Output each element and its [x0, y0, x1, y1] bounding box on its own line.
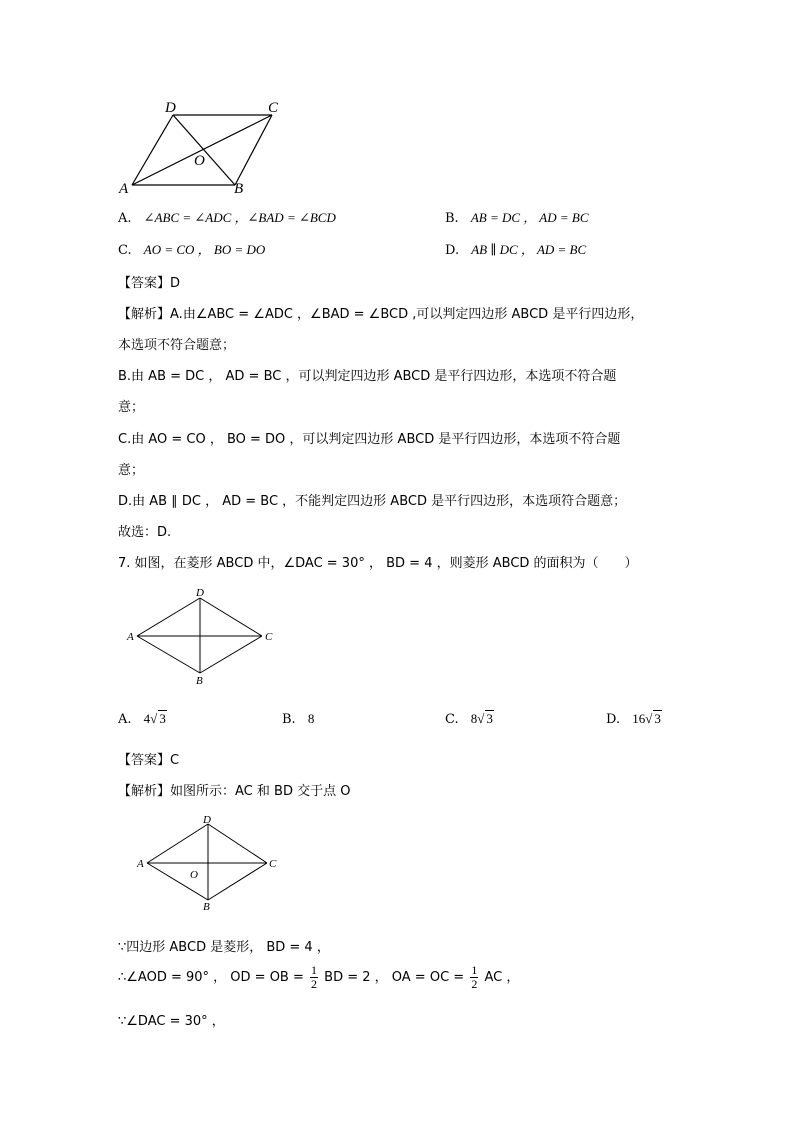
- side-ad: [137, 598, 200, 636]
- vertex-label-a: A: [127, 631, 134, 643]
- analysis-text: A.由∠ABC = ∠ADC ，∠BAD = ∠BCD ,可以判定四边形 ABCD 是平行四边形，: [170, 307, 644, 322]
- q7-option-b: [282, 711, 314, 727]
- q7-option-c: [445, 711, 494, 727]
- option-letter: C.: [445, 712, 459, 727]
- side-cb: [200, 636, 262, 673]
- rhombus-figure: [122, 585, 282, 690]
- sqrt-icon: √: [645, 711, 653, 726]
- side-cb: [208, 863, 267, 900]
- fraction-one-half: [470, 964, 478, 991]
- q6-option-a: [118, 207, 336, 226]
- side-bc: [235, 115, 272, 185]
- rhombus-with-center-figure: [132, 812, 282, 912]
- option-text: AB = DC ， AD = BC: [470, 210, 589, 225]
- option-letter: D.: [606, 712, 621, 727]
- vertex-label-b: B: [196, 675, 203, 687]
- vertex-label-c: C: [269, 858, 277, 870]
- vertex-label-d: D: [165, 100, 176, 116]
- q7-stem: 7. 如图，在菱形 ABCD 中，∠DAC = 30° ， BD = 4 ，则菱形 ABCD 的面积为（ ）: [118, 556, 638, 571]
- vertex-label-c: C: [265, 631, 273, 643]
- option-letter: A.: [118, 211, 132, 226]
- vertex-label-b: B: [203, 901, 210, 912]
- diagonal-bd: [173, 115, 235, 185]
- q7-analysis-intro: [118, 780, 350, 799]
- analysis-text: 如图所示：AC 和 BD 交于点 O: [170, 784, 351, 799]
- vertex-label-d: D: [203, 814, 211, 826]
- option-coefficient: 8: [470, 711, 478, 726]
- step-text: AC ，: [484, 970, 520, 985]
- option-letter: B.: [445, 211, 459, 226]
- q7-step-1: ∵四边形 ABCD 是菱形， BD = 4 ，: [118, 940, 330, 955]
- q6-analysis-line-2: 本选项不符合题意；: [118, 338, 236, 353]
- side-dc: [200, 598, 262, 636]
- sqrt-icon: √: [150, 711, 158, 726]
- side-dc: [208, 824, 267, 863]
- q7-step-2: [118, 963, 519, 993]
- q6-conclusion: 故选：D.: [118, 525, 172, 540]
- option-letter: B.: [282, 712, 296, 727]
- option-letter: C.: [118, 243, 132, 258]
- q6-analysis-line-5: C.由 AO = CO ， BO = DO ，可以判定四边形 ABCD 是平行四边形，本选项不符合题: [118, 432, 621, 447]
- analysis-tag: 【解析】: [118, 307, 171, 322]
- option-text: AO = CO ， BO = DO: [143, 242, 266, 257]
- q7-step-3: ∵∠DAC = 30° ，: [118, 1014, 225, 1029]
- q6-answer: 【答案】D: [118, 276, 181, 291]
- vertex-label-d: D: [196, 587, 204, 599]
- fraction-one-half: [310, 964, 318, 991]
- q6-option-b: [445, 207, 589, 226]
- analysis-tag: 【解析】: [118, 784, 171, 799]
- center-label-o: O: [190, 869, 198, 881]
- option-coefficient: 4: [143, 711, 151, 726]
- q6-analysis-line-3: B.由 AB = DC ， AD = BC ，可以判定四边形 ABCD 是平行四边形，本选项不符合题: [118, 369, 617, 384]
- q6-analysis-line-6: 意；: [118, 463, 145, 478]
- q7-option-a: [118, 711, 167, 727]
- frac-denominator: 2: [471, 977, 478, 991]
- vertex-label-b: B: [234, 181, 244, 197]
- sqrt-icon: √: [477, 711, 485, 726]
- frac-numerator: 1: [471, 963, 478, 977]
- step-text: BD = 2 ， OA = OC =: [324, 970, 465, 985]
- option-text: 8: [307, 711, 315, 726]
- q7-option-d: [606, 711, 662, 727]
- option-radicand: 3: [486, 711, 493, 726]
- q7-answer: 【答案】C: [118, 753, 180, 768]
- frac-denominator: 2: [311, 977, 318, 991]
- q6-option-c: [118, 239, 265, 258]
- parallelogram-figure: [110, 95, 300, 200]
- option-letter: D.: [445, 243, 460, 258]
- q6-analysis-line-1: [118, 303, 643, 322]
- option-text: ∠ABC = ∠ADC ，∠BAD = ∠BCD: [143, 210, 336, 225]
- step-text: ∴∠AOD = 90° ， OD = OB =: [118, 970, 304, 985]
- center-label-o: O: [194, 153, 205, 169]
- vertex-label-a: A: [119, 181, 129, 197]
- vertex-label-a: A: [137, 858, 144, 870]
- side-ad: [147, 824, 208, 863]
- option-text: AB ∥ DC ， AD = BC: [471, 242, 587, 257]
- side-ba: [147, 863, 208, 900]
- vertex-label-c: C: [268, 100, 279, 116]
- option-radicand: 3: [159, 711, 166, 726]
- side-ba: [137, 636, 200, 673]
- q6-analysis-line-4: 意；: [118, 400, 145, 415]
- option-coefficient: 16: [632, 711, 646, 726]
- q6-option-d: [445, 239, 586, 258]
- frac-numerator: 1: [311, 963, 318, 977]
- q6-analysis-line-7: D.由 AB ∥ DC ， AD = BC ，不能判定四边形 ABCD 是平行四边形，本选项符合题意；: [118, 494, 627, 509]
- option-letter: A.: [118, 712, 132, 727]
- option-radicand: 3: [654, 711, 661, 726]
